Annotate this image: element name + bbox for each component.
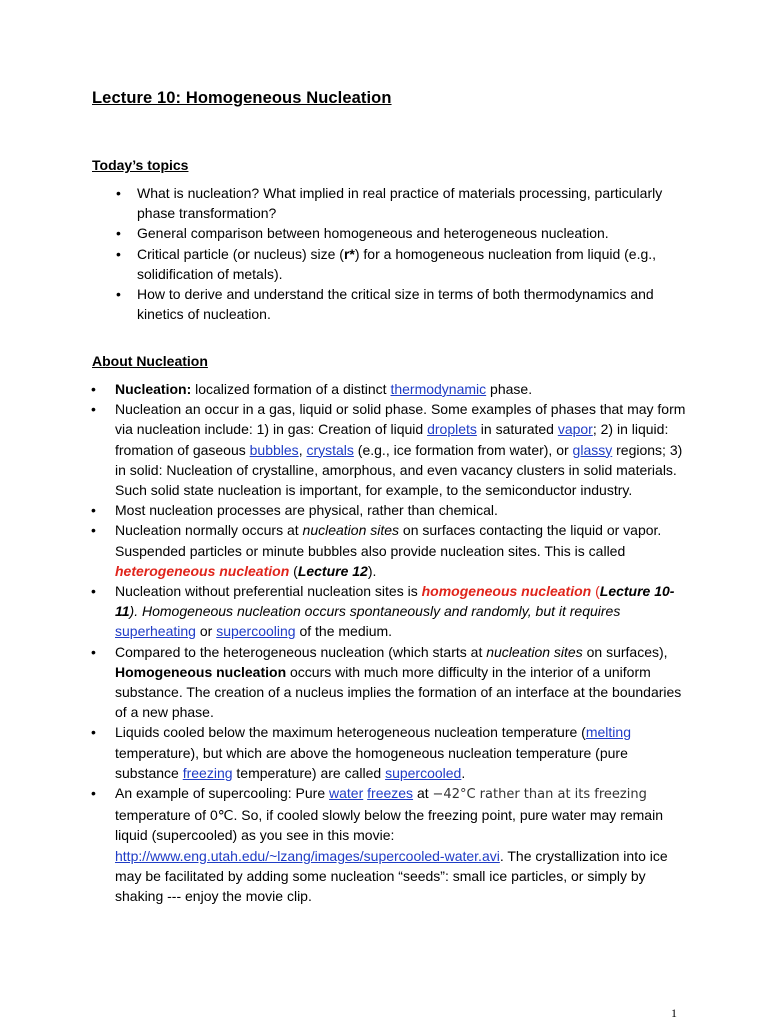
about-item: • Nucleation: localized formation of a distinct thermodynamic phase. [115, 379, 690, 399]
link-vapor[interactable]: vapor [557, 421, 593, 438]
about-list [115, 379, 690, 906]
topics-list [137, 183, 697, 324]
link-crystals[interactable]: crystals [306, 441, 354, 458]
about-item: • Nucleation an occur in a gas, liquid or solid phase. Some examples of phases that may form via nucleation include: 1) in gas: Creation of liquid droplets in saturated vapor; 2) in liquid: fromation of gaseous bubbles, crystals (e.g., ice formation from water), or glassy regions; 3) in solid: Nucleation of crystalline, amorphous, and even vacancy clusters in solid materials. Such solid state nucleation is important, for example, to the semiconductor industry. [115, 399, 690, 500]
about-item: • Most nucleation processes are physical, rather than chemical. [115, 500, 690, 520]
link-freezes[interactable]: freezes [367, 785, 414, 802]
about-item: • Compared to the heterogeneous nucleation (which starts at nucleation sites on surfaces), Homogeneous nucleation occurs with much more difficulty in the interior of a uniform substance. The creation of a nucleus implies the formation of an interface at the boundaries of a new phase. [115, 642, 690, 723]
about-heading: About Nucleation [92, 353, 208, 369]
topic-item: • What is nucleation? What implied in real practice of materials processing, particularly phase transformation? [137, 183, 697, 223]
heterogeneous-nucleation-term: heterogeneous nucleation [115, 562, 290, 579]
link-supercooling[interactable]: supercooling [216, 623, 296, 640]
link-thermodynamic[interactable]: thermodynamic [390, 381, 487, 397]
link-freezing[interactable]: freezing [182, 764, 233, 781]
topics-heading: Today’s topics [92, 157, 189, 173]
link-supercooled[interactable]: supercooled [385, 764, 462, 781]
about-item: • An example of supercooling: Pure water freezes at −42°C rather than at its freezing temperature of 0℃. So, if cooled slowly below the freezing point, pure water may remain liquid (supercooled) as you see in this movie: http://www.eng.utah.edu/~lzang/images/supercooled-water.avi. The crystallization into ice may be facilitated by adding some nucleation “seeds”: small ice particles, or simply by shaking --- enjoy the movie clip. [115, 783, 690, 906]
link-water[interactable]: water [329, 785, 364, 802]
about-item: • Nucleation without preferential nucleation sites is homogeneous nucleation (Lecture 10-11). Homogeneous nucleation occurs spontaneously and randomly, but it requires superheating or supercooling of the medium. [115, 581, 690, 642]
link-droplets[interactable]: droplets [427, 421, 477, 438]
link-movie-url[interactable]: http://www.eng.utah.edu/~lzang/images/supercooled-water.avi [115, 847, 500, 864]
about-item: • Nucleation normally occurs at nucleation sites on surfaces contacting the liquid or vapor. Suspended particles or minute bubbles also provide nucleation sites. This is called heterogeneous nucleation (Lecture 12). [115, 520, 690, 581]
about-item: • Liquids cooled below the maximum heterogeneous nucleation temperature (melting temperature), but which are above the homogeneous nucleation temperature (pure substance freezing temperature) are called supercooled. [115, 722, 690, 783]
link-glassy[interactable]: glassy [572, 441, 613, 458]
link-bubbles[interactable]: bubbles [249, 441, 299, 458]
link-superheating[interactable]: superheating [115, 623, 196, 640]
topic-item: • Critical particle (or nucleus) size (r*) for a homogeneous nucleation from liquid (e.g., solidification of metals). [137, 244, 697, 284]
topic-item: • General comparison between homogeneous and heterogeneous nucleation. [137, 223, 697, 243]
page-number: 1 [671, 1006, 677, 1020]
topic-item: • How to derive and understand the critical size in terms of both thermodynamics and kinetics of nucleation. [137, 284, 697, 324]
homogeneous-nucleation-term: homogeneous nucleation [421, 583, 592, 600]
link-melting[interactable]: melting [585, 724, 631, 741]
lecture-title: Lecture 10: Homogeneous Nucleation [92, 89, 392, 107]
